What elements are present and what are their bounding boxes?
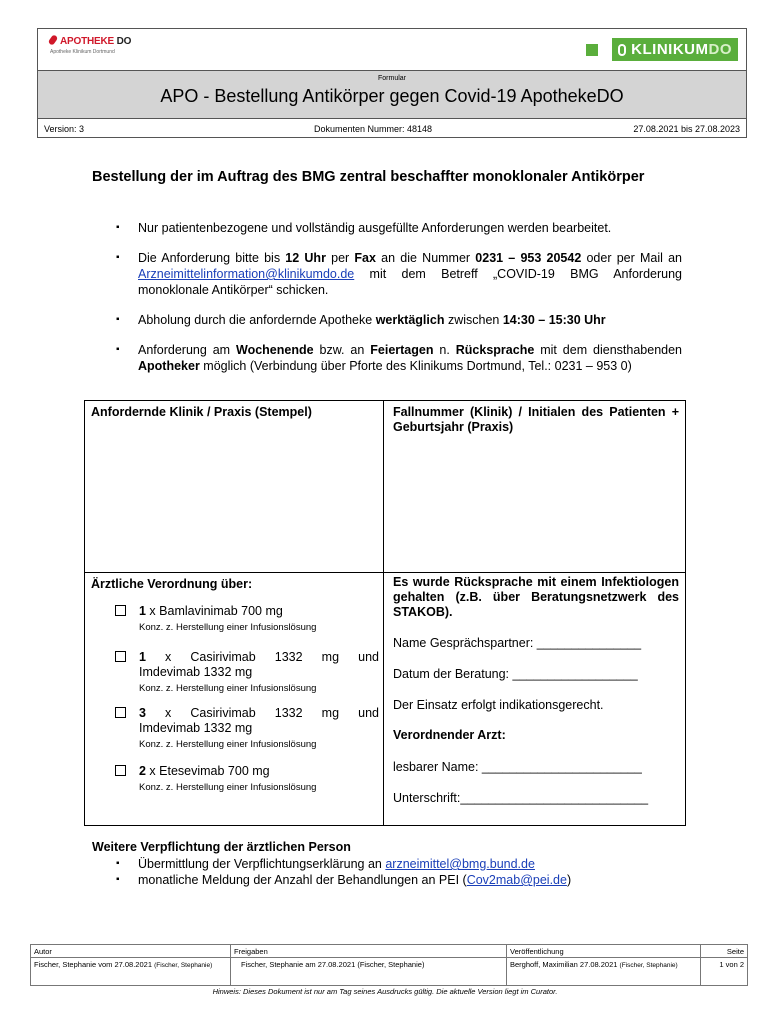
validity-range: 27.08.2021 bis 27.08.2023 bbox=[633, 124, 740, 134]
signature-field[interactable]: Unterschrift:___________________________ bbox=[393, 791, 649, 805]
list-item: ▪ monatliche Meldung der Anzahl der Behandlungen an PEI (Cov2mab@pei.de) bbox=[116, 872, 571, 888]
capsule-icon bbox=[618, 44, 626, 56]
doctor-header: Verordnender Arzt: bbox=[393, 728, 506, 742]
rx-option-4[interactable]: 2 x Etesevimab 700 mg Konz. z. Herstellung einer Infusionslösung bbox=[115, 764, 379, 795]
rx-option-2[interactable]: 1 x Casirivimab 1332 mg und Imdevimab 1332 mg Konz. z. Herstellung einer Infusionslösung bbox=[115, 650, 379, 696]
page-title: APO - Bestellung Antikörper gegen Covid-19 ApothekeDO bbox=[160, 86, 624, 106]
list-item: ▪ Die Anforderung bitte bis 12 Uhr per Fax an die Nummer 0231 – 953 20542 oder per Mail an Arzneimittelinformation@klinikumdo.de mit dem Betreff „COVID-19 BMG Anforderung monoklonale Antikörper“ schicken. bbox=[116, 250, 682, 298]
rx-option-1[interactable]: 1 x Bamlavinimab 700 mg Konz. z. Herstellung einer Infusionslösung bbox=[115, 604, 379, 635]
author-column: Autor Fischer, Stephanie vom 27.08.2021 (Fischer, Stephanie) bbox=[31, 945, 231, 985]
prescription-header: Ärztliche Verordnung über: bbox=[91, 577, 253, 591]
list-item: ▪ Anforderung am Wochenende bzw. an Feiertagen n. Rücksprache mit dem diensthabenden Apotheker möglich (Verbindung über Pforte des Klinikums Dortmund, Tel.: 0231 – 953 0) bbox=[116, 342, 682, 374]
pill-icon bbox=[48, 34, 59, 46]
obligations-title: Weitere Verpflichtung der ärztlichen Person bbox=[92, 840, 351, 854]
checkbox[interactable] bbox=[115, 605, 126, 616]
consultation-header: Es wurde Rücksprache mit einem Infektiologen gehalten (z.B. über Beratungsnetzwerk des STAKOB). bbox=[393, 575, 679, 619]
checkbox[interactable] bbox=[115, 765, 126, 776]
page-column: Seite 1 von 2 bbox=[701, 945, 747, 985]
footer-table bbox=[30, 944, 748, 986]
list-item: ▪ Nur patientenbezogene und vollständig ausgefüllte Anforderungen werden bearbeitet. bbox=[116, 220, 682, 236]
release-column: Freigaben Fischer, Stephanie am 27.08.2021 (Fischer, Stephanie) bbox=[231, 945, 507, 985]
clinic-stamp-header: Anfordernde Klinik / Praxis (Stempel) bbox=[91, 405, 312, 419]
readable-name-field[interactable]: lesbarer Name: _______________________ bbox=[393, 760, 642, 774]
checkbox[interactable] bbox=[115, 707, 126, 718]
klinikum-logo: KLINIKUM DO bbox=[586, 38, 738, 61]
checkbox[interactable] bbox=[115, 651, 126, 662]
instruction-list bbox=[116, 220, 682, 388]
consultation-date-field[interactable]: Datum der Beratung: __________________ bbox=[393, 667, 638, 681]
rx-option-3[interactable]: 3 x Casirivimab 1332 mg und Imdevimab 1332 mg Konz. z. Herstellung einer Infusionslösung bbox=[115, 706, 379, 752]
obligations-list bbox=[116, 856, 571, 888]
list-item: ▪ Übermittlung der Verpflichtungserklärung an arzneimittel@bmg.bund.de bbox=[116, 856, 571, 872]
case-number-header: Fallnummer (Klinik) / Initialen des Patienten + Geburtsjahr (Praxis) bbox=[393, 405, 679, 434]
publish-column: Veröffentlichung Berghoff, Maximilian 27.08.2021 (Fischer, Stephanie) bbox=[507, 945, 701, 985]
partner-name-field[interactable]: Name Gesprächspartner: _______________ bbox=[393, 636, 642, 650]
doc-number: Dokumenten Nummer: 48148 bbox=[314, 124, 433, 134]
green-square-icon bbox=[586, 44, 598, 56]
version-label: Version: 3 bbox=[44, 124, 85, 134]
title-row bbox=[38, 71, 746, 119]
apotheke-logo: APOTHEKE DO Apotheke Klinikum Dortmund bbox=[50, 35, 131, 55]
list-item: ▪ Abholung durch die anfordernde Apotheke werktäglich zwischen 14:30 – 15:30 Uhr bbox=[116, 312, 682, 328]
meta-row bbox=[38, 119, 746, 139]
indication-statement: Der Einsatz erfolgt indikationsgerecht. bbox=[393, 698, 604, 712]
document-header bbox=[37, 28, 747, 138]
bmg-email-link[interactable]: arzneimittel@bmg.bund.de bbox=[385, 857, 535, 871]
pei-email-link[interactable]: Cov2mab@pei.de bbox=[466, 873, 567, 887]
footer-note: Hinweis: Dieses Dokument ist nur am Tag seines Ausdrucks gültig. Die aktuelle Version liegt im Curator. bbox=[212, 987, 558, 996]
main-heading: Bestellung der im Auftrag des BMG zentral beschaffter monoklonaler Antikörper bbox=[92, 169, 645, 185]
form-label: Formular bbox=[377, 75, 406, 82]
email-link[interactable]: Arzneimittelinformation@klinikumdo.de bbox=[138, 267, 355, 281]
logo-row bbox=[38, 29, 746, 71]
order-form-table bbox=[84, 400, 686, 826]
